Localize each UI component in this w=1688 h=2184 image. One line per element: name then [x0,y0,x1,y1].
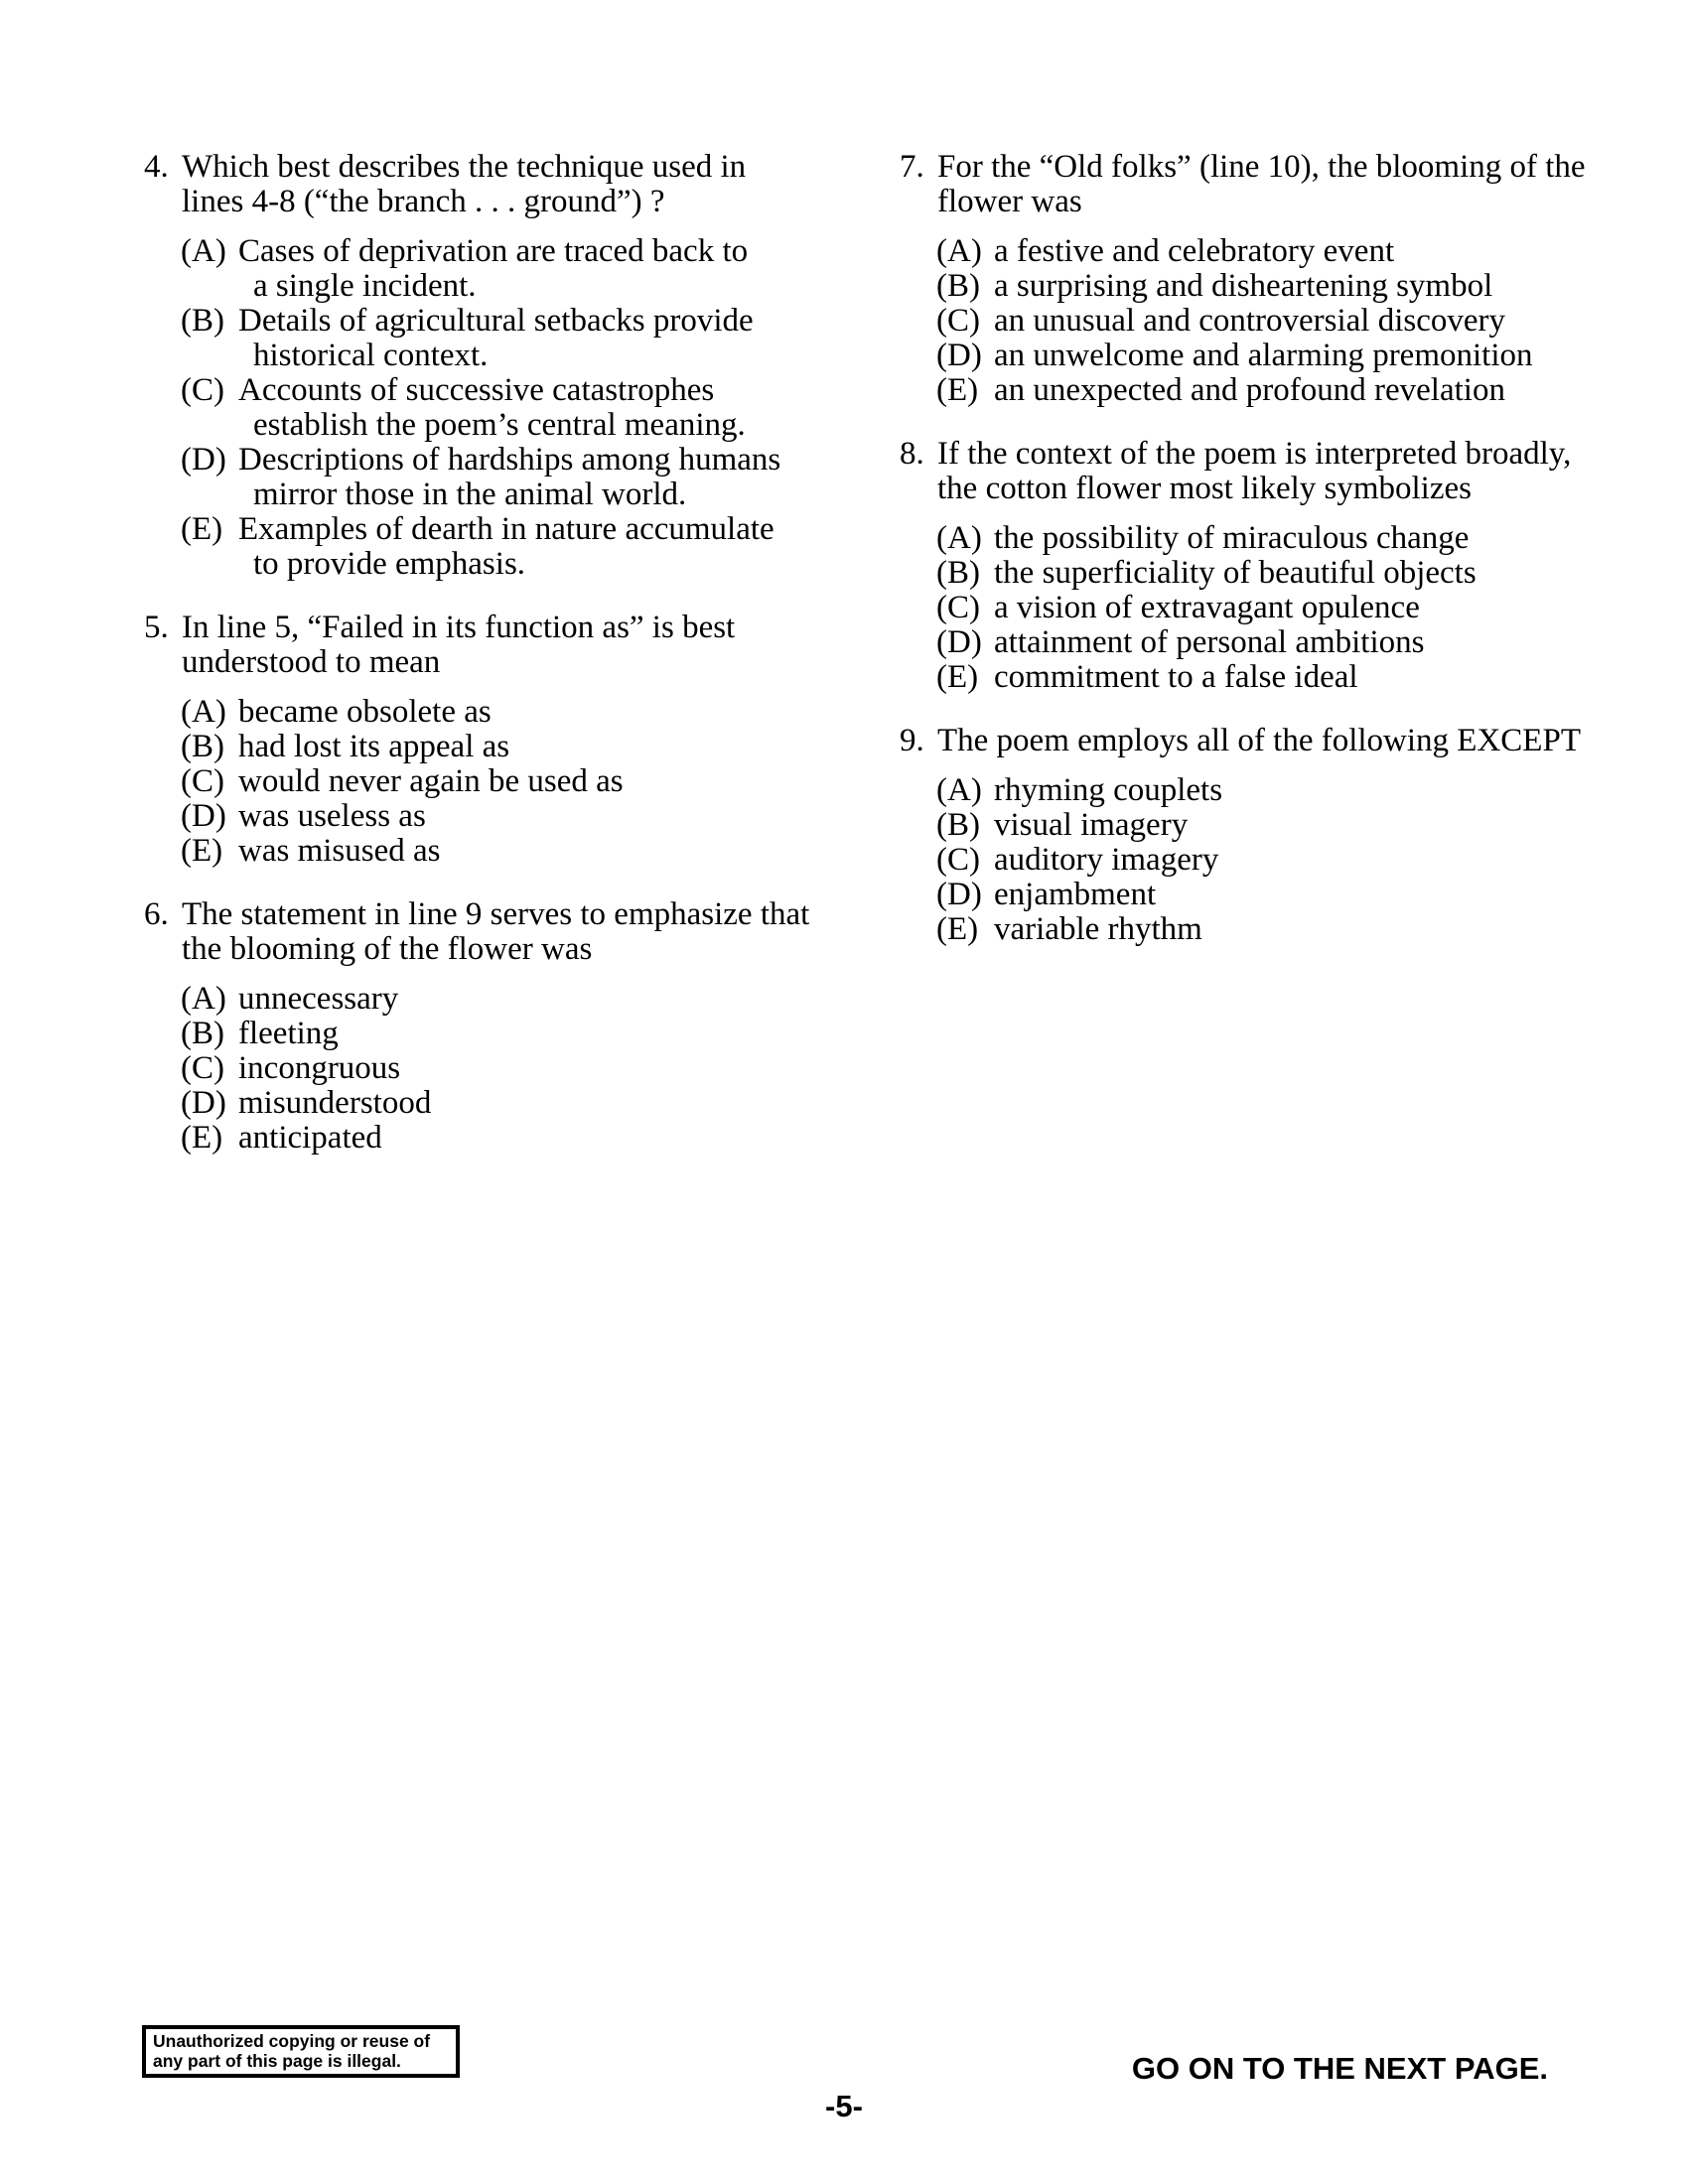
page-number: -5- [825,2089,863,2123]
question-stem [900,724,1595,758]
option-text-line: incongruous [238,1050,401,1086]
answer-options [144,695,839,869]
option-A [144,982,839,1017]
option-C [144,1051,839,1086]
question-stem [144,150,839,219]
option-label: (A) [181,694,226,730]
option-label: (B) [936,807,980,843]
option-label: (B) [936,555,980,591]
option-label: (B) [181,303,224,339]
option-A [144,695,839,730]
option-text-line: variable rhythm [994,911,1202,947]
option-D [144,799,839,834]
option-label: (A) [936,772,982,808]
option-text-line: was useless as [238,798,426,834]
option-label: (B) [181,1016,224,1051]
question-stem-line: In line 5, “Failed in its function as” is best [182,610,736,645]
option-text-line: Details of agricultural setbacks provide [238,303,754,339]
option-label: (C) [936,590,980,625]
option-text-line: the superficiality of beautiful objects [994,555,1477,591]
question-number: 4. [144,149,169,185]
option-label: (E) [936,372,979,408]
option-text-line: was misused as [238,833,441,869]
question-column-right [900,150,1595,976]
question-4 [144,150,839,582]
option-A [900,773,1595,808]
question-stem-line: For the “Old folks” (line 10), the blooming of the [937,149,1586,185]
option-C [144,764,839,799]
question-number: 8. [900,436,924,472]
answer-options [900,773,1595,947]
question-9 [900,724,1595,947]
option-text-line: the possibility of miraculous change [994,520,1470,556]
option-text-line: establish the poem’s central meaning. [253,407,746,443]
option-label: (A) [181,981,226,1017]
option-text-line: Descriptions of hardships among humans [238,442,781,478]
option-A [900,234,1595,269]
option-label: (D) [936,338,982,373]
question-number: 9. [900,723,924,758]
option-text-line: Examples of dearth in nature accumulate [238,511,774,547]
option-label: (C) [936,842,980,878]
option-D [900,878,1595,912]
option-label: (A) [181,233,226,269]
question-number: 7. [900,149,924,185]
option-D [900,625,1595,660]
option-E [900,912,1595,947]
question-stem-line: flower was [937,184,1082,219]
option-text-line: attainment of personal ambitions [994,624,1425,660]
go-on-instruction: GO ON TO THE NEXT PAGE. [1131,2051,1548,2086]
answer-options [144,982,839,1156]
option-text-line: fleeting [238,1016,339,1051]
option-B [144,304,839,373]
option-label: (A) [936,233,982,269]
option-E [144,512,839,582]
option-E [144,834,839,869]
question-stem [144,897,839,967]
question-number: 5. [144,610,169,645]
option-D [144,1086,839,1121]
option-label: (C) [936,303,980,339]
question-stem-line: the cotton flower most likely symbolizes [937,471,1472,506]
option-A [900,521,1595,556]
option-text-line: historical context. [253,338,489,373]
option-D [144,443,839,512]
option-D [900,339,1595,373]
question-5 [144,611,839,869]
question-stem-line: The poem employs all of the following EXCEPT [937,723,1581,758]
option-label: (E) [181,1120,223,1156]
option-text-line: an unexpected and profound revelation [994,372,1505,408]
question-7 [900,150,1595,408]
option-label: (E) [936,911,979,947]
option-label: (D) [181,442,226,478]
option-label: (B) [936,268,980,304]
option-B [144,730,839,764]
option-text-line: a surprising and disheartening symbol [994,268,1493,304]
copyright-line-2: any part of this page is illegal. [153,2051,401,2071]
option-label: (D) [181,1085,226,1121]
question-stem [144,611,839,680]
option-text-line: unnecessary [238,981,399,1017]
option-label: (D) [181,798,226,834]
option-C [900,843,1595,878]
answer-options [900,521,1595,695]
question-number: 6. [144,896,169,932]
question-stem-line: understood to mean [182,644,441,680]
question-stem-line: If the context of the poem is interpreted broadly, [937,436,1572,472]
option-label: (C) [181,763,224,799]
option-E [900,660,1595,695]
question-stem [900,150,1595,219]
option-label: (A) [936,520,982,556]
option-text-line: Cases of deprivation are traced back to [238,233,749,269]
question-stem-line: Which best describes the technique used in [182,149,747,185]
copyright-notice-box [142,2025,460,2078]
option-text-line: misunderstood [238,1085,432,1121]
question-8 [900,437,1595,695]
option-label: (C) [181,1050,224,1086]
question-stem-line: The statement in line 9 serves to emphasize that [182,896,810,932]
option-C [900,591,1595,625]
option-label: (D) [936,624,982,660]
option-text-line: had lost its appeal as [238,729,510,764]
option-B [900,269,1595,304]
option-text-line: became obsolete as [238,694,492,730]
option-A [144,234,839,304]
option-label: (C) [181,372,224,408]
option-label: (B) [181,729,224,764]
question-stem [900,437,1595,506]
option-text-line: auditory imagery [994,842,1219,878]
option-text-line: mirror those in the animal world. [253,477,687,512]
option-text-line: enjambment [994,877,1157,912]
option-text-line: anticipated [238,1120,382,1156]
option-text-line: commitment to a false ideal [994,659,1358,695]
option-text-line: an unwelcome and alarming premonition [994,338,1533,373]
option-C [900,304,1595,339]
option-E [144,1121,839,1156]
question-column-left [144,150,839,1184]
option-label: (D) [936,877,982,912]
option-B [900,808,1595,843]
question-stem-line: the blooming of the flower was [182,931,593,967]
option-text-line: rhyming couplets [994,772,1223,808]
option-B [900,556,1595,591]
option-E [900,373,1595,408]
option-text-line: a festive and celebratory event [994,233,1395,269]
option-text-line: visual imagery [994,807,1189,843]
answer-options [144,234,839,582]
option-label: (E) [181,511,223,547]
option-text-line: a vision of extravagant opulence [994,590,1420,625]
option-text-line: a single incident. [253,268,477,304]
option-text-line: would never again be used as [238,763,624,799]
option-text-line: to provide emphasis. [253,546,526,582]
question-stem-line: lines 4-8 (“the branch . . . ground”) ? [182,184,665,219]
answer-options [900,234,1595,408]
copyright-line-1: Unauthorized copying or reuse of [153,2031,431,2051]
option-text-line: Accounts of successive catastrophes [238,372,715,408]
option-B [144,1017,839,1051]
option-label: (E) [181,833,223,869]
option-label: (E) [936,659,979,695]
option-C [144,373,839,443]
option-text-line: an unusual and controversial discovery [994,303,1506,339]
question-6 [144,897,839,1156]
